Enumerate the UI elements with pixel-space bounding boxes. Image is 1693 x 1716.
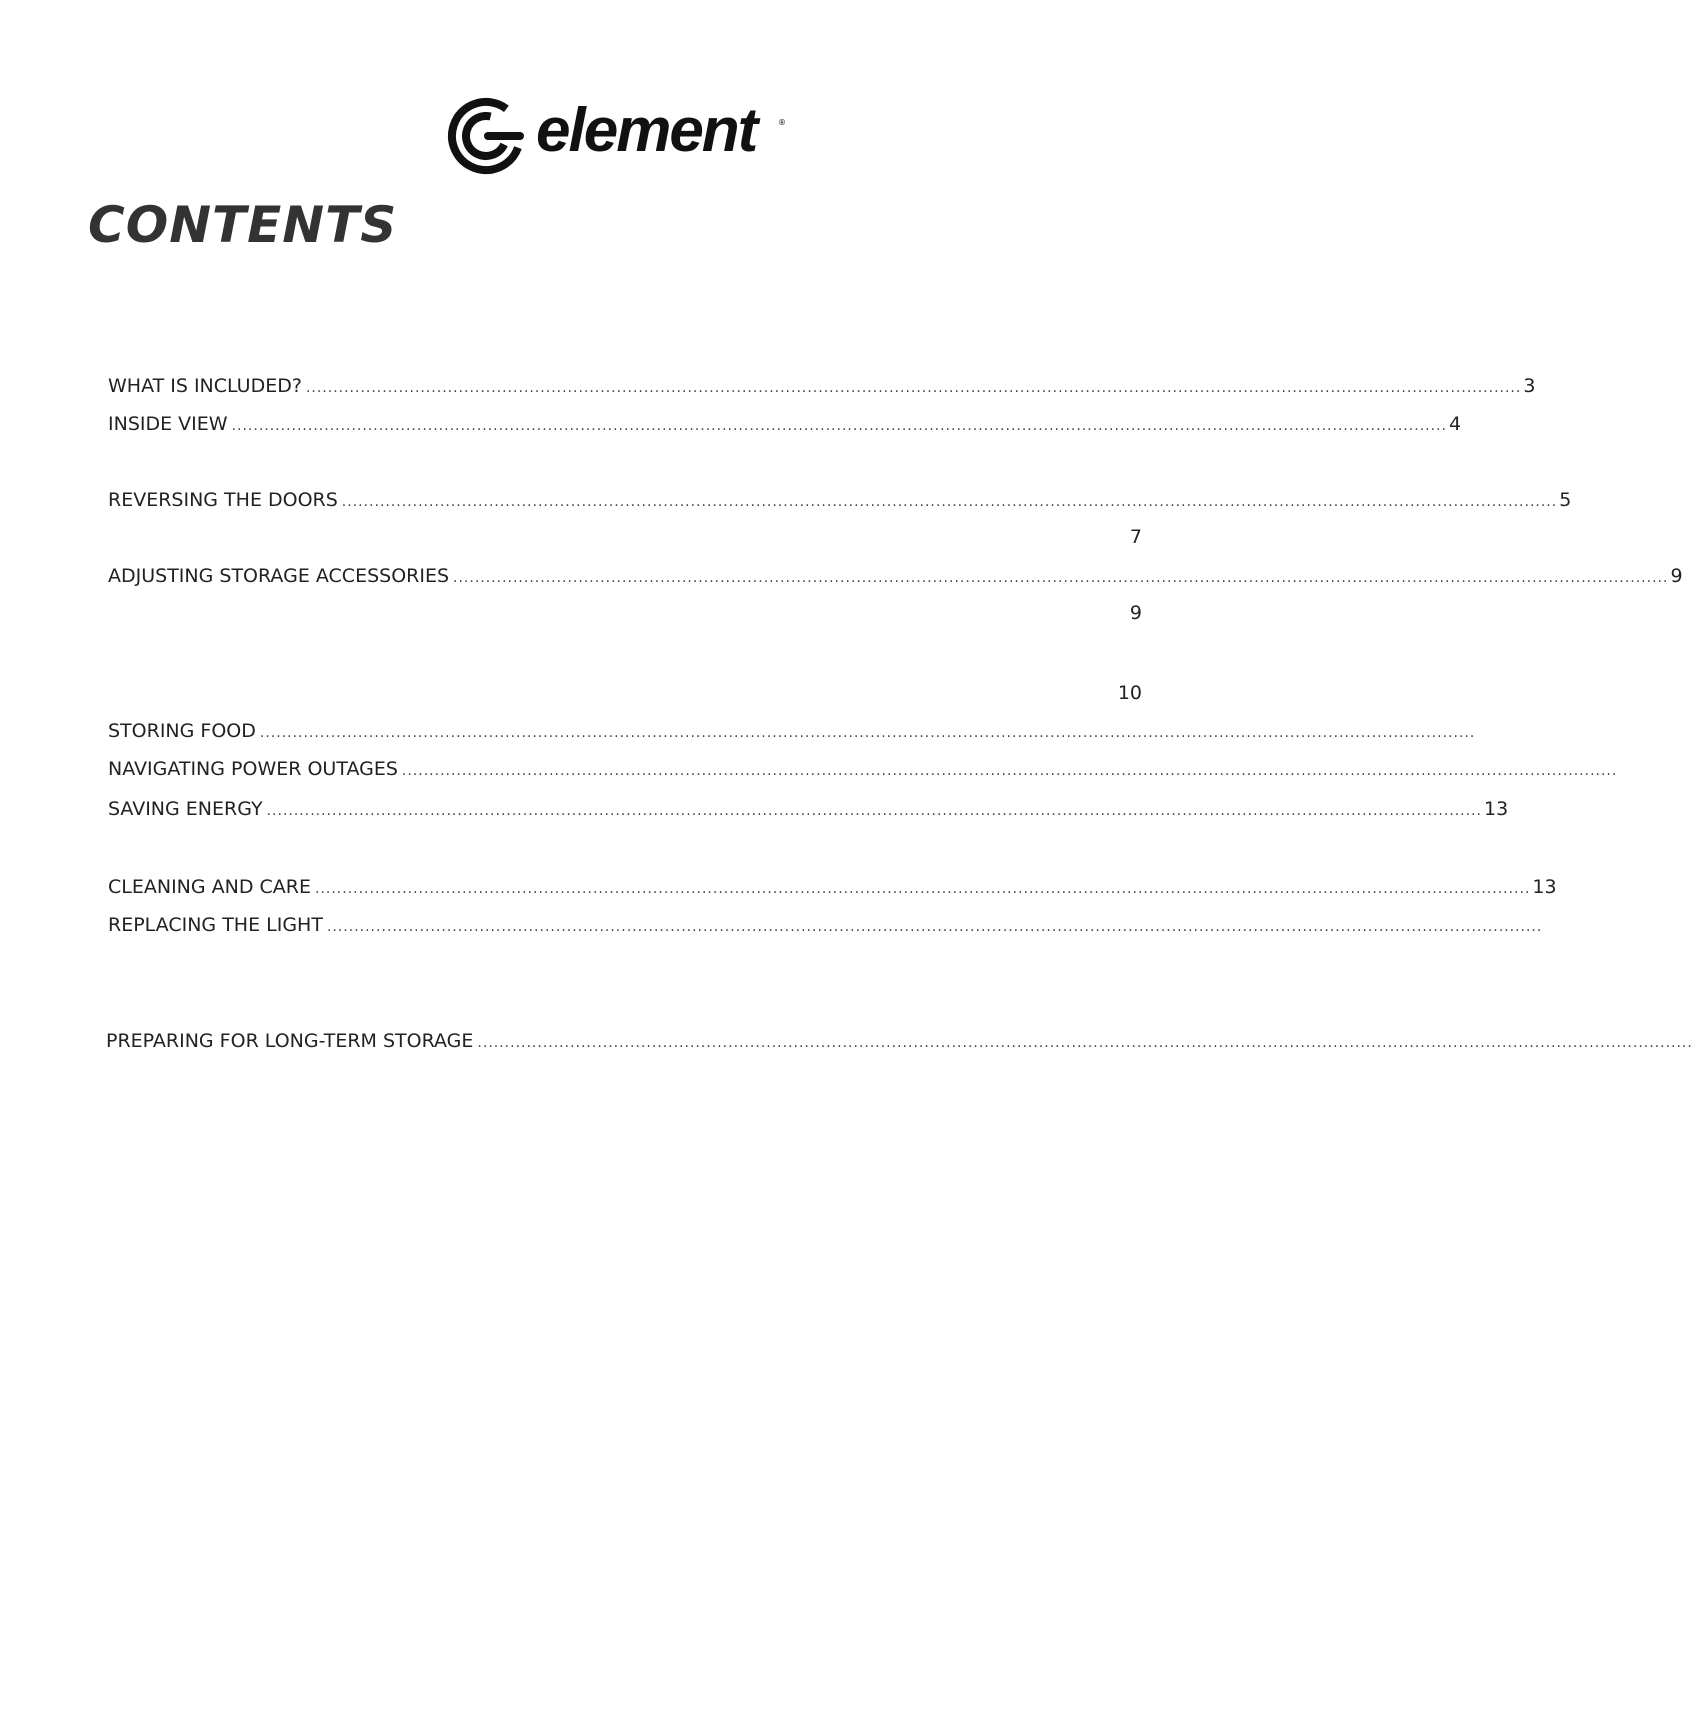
stray-page-number: 10 xyxy=(1117,682,1142,704)
toc-leader-dots: ............................................................................................................................................................................................................................... xyxy=(341,494,1558,510)
toc-entry-label: WHAT IS INCLUDED? xyxy=(108,375,302,397)
toc-entry[interactable] xyxy=(108,408,1462,435)
toc-leader-dots: ............................................................................................................................................................................................................................... xyxy=(266,803,1482,819)
toc-entry[interactable] xyxy=(106,1025,1693,1052)
toc-leader-dots: ............................................................................................................................................................................................................................... xyxy=(401,763,1618,779)
toc-entry-page: 9 xyxy=(1670,565,1683,587)
toc-entry-page: 13 xyxy=(1484,798,1509,820)
toc-entry[interactable] xyxy=(108,484,1572,511)
toc-entry[interactable] xyxy=(108,871,1557,898)
stray-page-number: 9 xyxy=(1129,602,1142,624)
toc-leader-dots: ............................................................................................................................................................................................................................... xyxy=(326,919,1543,935)
toc-entry-label: NAVIGATING POWER OUTAGES xyxy=(108,758,398,780)
stray-page-number: 7 xyxy=(1129,526,1142,548)
toc-entry-label: REVERSING THE DOORS xyxy=(108,489,338,511)
registered-mark: ® xyxy=(778,118,786,127)
toc-entry-label: SAVING ENERGY xyxy=(108,798,263,820)
toc-entry[interactable] xyxy=(108,560,1683,587)
toc-entry-label: INSIDE VIEW xyxy=(108,413,228,435)
toc-entry-label: PREPARING FOR LONG-TERM STORAGE xyxy=(106,1030,474,1052)
toc-entry[interactable] xyxy=(108,909,1543,936)
element-logo xyxy=(446,94,786,178)
brand-wordmark: element xyxy=(536,96,757,165)
toc-entry-page: 13 xyxy=(1532,876,1557,898)
toc-leader-dots: ............................................................................................................................................................................................................................... xyxy=(453,570,1669,586)
toc-leader-dots: ............................................................................................................................................................................................................................... xyxy=(305,380,1522,396)
toc-entry[interactable] xyxy=(108,370,1536,397)
toc-entry-label: REPLACING THE LIGHT xyxy=(108,914,323,936)
toc-entry-label: CLEANING AND CARE xyxy=(108,876,311,898)
page-title: CONTENTS xyxy=(88,196,398,254)
toc-entry[interactable] xyxy=(108,715,1476,742)
toc-entry[interactable] xyxy=(108,753,1618,780)
toc-entry-page: 4 xyxy=(1448,413,1462,435)
toc-leader-dots: ............................................................................................................................................................................................................................... xyxy=(477,1035,1693,1051)
toc-entry-label: ADJUSTING STORAGE ACCESSORIES xyxy=(108,565,450,587)
element-logo-icon xyxy=(446,94,530,178)
toc-entry-page: 5 xyxy=(1559,489,1572,511)
toc-entry-label: STORING FOOD xyxy=(108,720,256,742)
toc-leader-dots: ............................................................................................................................................................................................................................... xyxy=(259,725,1476,741)
toc-entry[interactable] xyxy=(108,793,1509,820)
toc-entry-page: 3 xyxy=(1523,375,1536,397)
toc-leader-dots: ............................................................................................................................................................................................................................... xyxy=(231,418,1447,434)
toc-leader-dots: ............................................................................................................................................................................................................................... xyxy=(315,881,1531,897)
